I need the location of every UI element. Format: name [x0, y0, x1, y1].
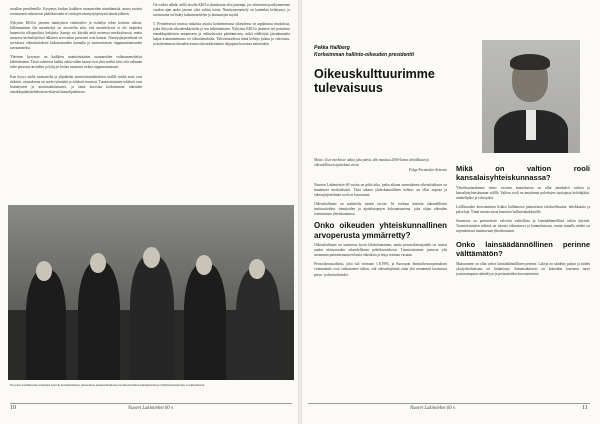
person-figure [184, 264, 226, 380]
paragraph: On vaikea nähdä, millä tavalla KKO:n jäsenkunta olisi parempi, jos viimeisten parikymmenen vuoden ajan uudet jäsenet olisi valittu toisin. Nimitysmenettely on kuitenkin kehittynyt, ja avoimuutta on lisätty hakumenettelyn ja lausuntojen myötä. [153, 3, 290, 18]
intro-author: Fulga Fernández-Armesto [408, 168, 447, 172]
author-byline [314, 45, 464, 58]
paragraph: Yhteinen kysymys on kaikkien tuomioistuinten tuomareiden valintamenettelyn kehittäminen. Tässä suhteessa kaikki valtiovallan haarat ovat yhtä mieltä siitä, että valinnan tulee perustua ansioihin ja kykyyn hoitaa tuomarin virkaa riippumattomasti. [10, 55, 142, 70]
paragraph: Suomessa on perinteisesti valvottu valtiollista ja lainsäädännöllistä vallan käyttöä. Tuomioistuinten tehtävä on turvata oikeusturva ja lainmukaisuus, mutta samalla niiden on sopeuduttava muuttuvaan yhteiskuntaan. [456, 219, 590, 233]
article-title: Oikeuskulttuurimme tulevaisuus [314, 67, 435, 95]
paragraph: Kun kysyy näiltä tuomareilta ja ylipäätään tuomioistuinlaitoksen sisällä, mitkä asiat ovat tärkeitä, vastauksena on usein työmäärä ja riittävät resurssit. Tuomioistuinten tehtävät ovat lisääntyneet ja monimutkaistuneet, ja tämä korostaa korkeimman oikeuden ennakkopäätöstehtävän merkitystä laatuohjauksessa. [10, 74, 142, 94]
right-column-2 [456, 158, 590, 402]
page-footer: Nuoret Lakimiehet 60 v. [128, 406, 174, 411]
paragraph: savallan presidentille. Kysymys koskee kaikkien tuomareiden nimittämistä, mutta ruotsin erotuomarit ratkaisevat päätöksissään eri virkojen nimitysjärjestystä tämän jälkeen. [10, 7, 142, 17]
section-heading: Onko oikeuden yhteiskunnallinen arvoperusta ymmärretty? [314, 221, 447, 240]
paragraph: Oikeuskulttuuri on määritelty monin tavoin. Se voidaan käsittää oikeudellisten instituutioiden, toimijoiden ja ajattelutapojen kokonaisuutena, joka ohjaa oikeuden toteutumista yhteiskunnassa. [314, 202, 447, 217]
paragraph: Lailllisuuden korostamisen lisäksi hallinnossa painotetaan tuloksellisuutta, tehokkuutta ja palveluja. Tämä asettaa uusia haasteita hallintolainkäytölle. [456, 205, 590, 214]
author-portrait [482, 40, 580, 153]
paragraph: Oikeuskulttuuri on suomessa hyvin lakisidonnainen, mutta perusoikeusajattelu on tuonut uuden ulottuvuuden oikeudelliseen päätöksentekoon. Tuomioistuimet joutuvat yhä useammin punnitsemaan erilaisia oikeuksia ja etuja toisiaan vastaan. [314, 243, 447, 258]
author-title: Korkeimman hallinto-oikeuden presidentti [314, 51, 415, 58]
paragraph: Perusoikeusuudistus, joka tuli voimaan 1.8.1995, ja Euroopan ihmisoikeussopimuksen voimaantulo ovat vaikuttaneet siihen, että oikeuskäytäntö ottaa yhä useammin huomioon perus- ja ihmisoikeudet. [314, 262, 447, 277]
section-heading: Mikä on valtion rooli kansalaisyhteiskunnassa? [456, 164, 590, 182]
paragraph: Maassamme on ollut vahva lainsäädännöllinen perinne. Lakeja on säädetty paljon ja niiden yksityiskohtaisuus on lisääntynyt. Samanaikaisesti on kuitenkin kasvanut tarve joustavampaan sääntelyyn ja periaatteiden korostamiseen. [456, 262, 590, 276]
author-name: Pekka Hallberg [314, 45, 350, 51]
intro-text: Motto: Usei merkitsee aikaa joka päivä, silti muuttuu 2000-luvun tekniikkaan ja oikeudelliseen ajatteluun ensin. [314, 158, 430, 167]
article-intro [314, 158, 447, 173]
group-photo [8, 205, 294, 380]
person-figure [26, 270, 66, 380]
page-spine [298, 0, 302, 424]
paragraph: Nuorten Lakimiesten 60 vuotta on pitkä aika, jonka aikana suomalainen oikeuskulttuuri on muuttunut merkittävästi. Tänä aikana yhteiskunnallinen kehitys on ollut nopeaa ja oikeusjärjestelmän rooli on korostunut. [314, 183, 447, 198]
footer-rule [308, 403, 590, 404]
person-figure [130, 256, 174, 380]
paragraph: Nykyisin KKO:n jäsenen nimityksen valmistelee ja esittelyn tekee korkein oikeus. Jälkimmäinen tila menettelyä on arvosteltu siitä, että menettelyssä ei ole tarpeeksi huomioitu ulkopuolisia hakijoita. Sanoja voi käyttää mitä monessa merkityksessä, mutta monessa kielenkäytössä tällaisen arvostelun perusteet ovat hatarat. Nimitysjärjestelmää on arvioitava oikeuslaitoksen kokonaisuuden kannalta ja tuomarinviran riippumattomuuden turvaamiseksi. [10, 21, 142, 51]
paragraph: 5. Perinteisessä tavassa ratkaista asioita korkeimmassa oikeudessa on tapahtunut muutoksia, jotka liittyvät oikeudenkäyttöön ja sen kehittämiseen. Nykyisin KKO:n jäsenten työ painottuu ennakkopäätösten antamiseen ja valitusluvista päättämiseen, mikä edellyttää jäsenkunnalta laajaa asiantuntemusta eri oikeudenaloilta. Tulevaisuudessa tämä kehitys jatkuu ja vahvistuu, ja korkeimman oikeuden asema oikeuskäytännön ohjaajana korostuu entisestään. [153, 22, 290, 47]
page-footer: Nuoret Lakimiehet 60 v. [410, 406, 456, 411]
person-figure [78, 262, 120, 380]
photo-caption: Noorten Lakimiesten edustajat käyvät korkeimmassa oikeudessa keskustelemassa tuomioistuinten kehityksestä ja nimitysmenettelyn avoimuudesta. [10, 383, 206, 387]
right-column-1 [314, 183, 447, 398]
footer-rule [10, 403, 292, 404]
paragraph: Yhteiskuntarakenne viime vuosien muutoksissa on ollut jännittävä valtion ja kansalaisyhteiskunnan välillä. Valtion rooli on muuttunut palvelujen tuottajasta kehittäjäksi, sääntelijäksi ja valvojaksi. [456, 186, 590, 200]
page-number: 11 [582, 405, 588, 411]
person-figure [236, 268, 280, 380]
page-number: 10 [10, 405, 16, 411]
section-heading: Onko lainsäädännöllinen perinne välttämätön? [456, 240, 590, 258]
